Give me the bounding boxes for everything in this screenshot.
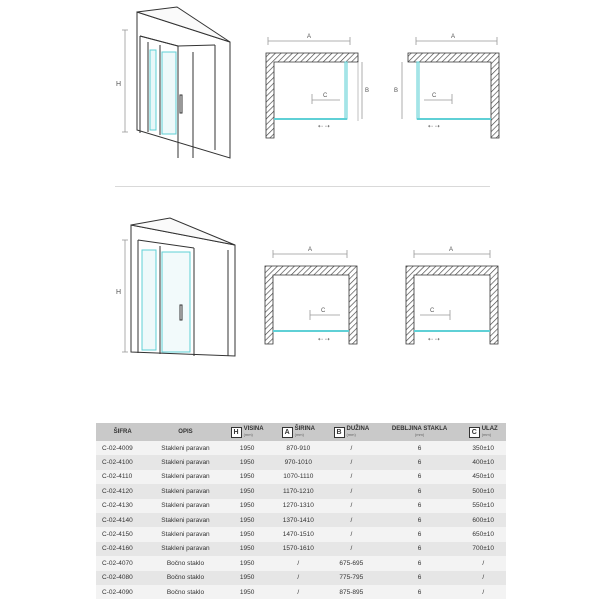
cell-depth: / (324, 470, 379, 484)
table-row (96, 455, 506, 469)
cell-glass: 6 (379, 499, 461, 513)
table-header-row (96, 423, 506, 441)
cell-entry: / (460, 571, 506, 585)
entry-label: C (430, 308, 435, 314)
cell-description: Stakleni paravan (149, 455, 221, 469)
cell-glass: 6 (379, 571, 461, 585)
cell-width: 1570-1610 (273, 542, 324, 556)
cell-code: C-02-4130 (96, 499, 149, 513)
section-divider (115, 186, 490, 187)
cell-height: 1950 (222, 585, 273, 599)
cell-height: 1950 (222, 484, 273, 498)
cell-code: C-02-4120 (96, 484, 149, 498)
svg-text:⇠ ⇢: ⇠ ⇢ (318, 337, 330, 343)
table-row (96, 499, 506, 513)
table-row (96, 527, 506, 541)
cell-entry: 650±10 (460, 527, 506, 541)
header-description: OPIS (149, 423, 221, 441)
cell-code: C-02-4160 (96, 542, 149, 556)
cell-code: C-02-4070 (96, 556, 149, 570)
table-row (96, 542, 506, 556)
cell-height: 1950 (222, 542, 273, 556)
cell-glass: 6 (379, 585, 461, 599)
depth-label: B (394, 88, 399, 94)
cell-width: 870-910 (273, 441, 324, 455)
width-label: A (449, 247, 454, 253)
header-width: A ŠIRINA (mm) (273, 423, 324, 441)
cell-depth: 775-795 (324, 571, 379, 585)
cell-description: Bočno staklo (149, 556, 221, 570)
cell-description: Stakleni paravan (149, 542, 221, 556)
cell-depth: / (324, 527, 379, 541)
cell-glass: 6 (379, 455, 461, 469)
cell-height: 1950 (222, 441, 273, 455)
width-label: A (451, 34, 456, 40)
cell-depth: / (324, 441, 379, 455)
cell-code: C-02-4009 (96, 441, 149, 455)
cell-width: 1370-1410 (273, 513, 324, 527)
cell-glass: 6 (379, 542, 461, 556)
cell-glass: 6 (379, 513, 461, 527)
entry-label: C (321, 308, 326, 314)
depth-label: B (365, 88, 370, 94)
spec-table-body (96, 441, 506, 599)
height-label: H (116, 81, 122, 88)
svg-text:⇠ ⇢: ⇠ ⇢ (318, 124, 330, 130)
cell-glass: 6 (379, 470, 461, 484)
cell-depth: / (324, 455, 379, 469)
cell-height: 1950 (222, 455, 273, 469)
cell-code: C-02-4090 (96, 585, 149, 599)
height-dimension-1 (116, 30, 128, 132)
cell-glass: 6 (379, 556, 461, 570)
cell-depth: / (324, 513, 379, 527)
cell-description: Stakleni paravan (149, 513, 221, 527)
header-depth: B DUŽINA (mm) (324, 423, 379, 441)
table-row (96, 513, 506, 527)
cell-width: 1470-1510 (273, 527, 324, 541)
header-glass: DEBLJINA STAKLA (mm) (379, 423, 461, 441)
cell-height: 1950 (222, 513, 273, 527)
cell-code: C-02-4100 (96, 455, 149, 469)
cell-code: C-02-4150 (96, 527, 149, 541)
cell-glass: 6 (379, 484, 461, 498)
cell-height: 1950 (222, 527, 273, 541)
cell-width: 970-1010 (273, 455, 324, 469)
cell-height: 1950 (222, 571, 273, 585)
cell-width: / (273, 556, 324, 570)
cell-width: 1270-1310 (273, 499, 324, 513)
cell-description: Bočno staklo (149, 571, 221, 585)
cell-glass: 6 (379, 527, 461, 541)
cell-width: / (273, 571, 324, 585)
height-letter-box: H (231, 427, 242, 438)
enclosure-perspective-niche (131, 218, 235, 356)
table-row (96, 441, 506, 455)
plan-view-corner-right (394, 34, 499, 138)
cell-width: / (273, 585, 324, 599)
header-code: ŠIFRA (96, 423, 149, 441)
cell-entry: 600±10 (460, 513, 506, 527)
plan-view-niche-left (265, 247, 357, 344)
table-row (96, 470, 506, 484)
spec-table (96, 423, 506, 599)
cell-entry: 550±10 (460, 499, 506, 513)
svg-text:⇠ ⇢: ⇠ ⇢ (428, 124, 440, 130)
cell-depth: / (324, 499, 379, 513)
cell-description: Bočno staklo (149, 585, 221, 599)
cell-description: Stakleni paravan (149, 484, 221, 498)
height-dimension-2 (116, 240, 128, 352)
cell-code: C-02-4080 (96, 571, 149, 585)
header-entry: C ULAZ (mm) (460, 423, 506, 441)
cell-entry: 500±10 (460, 484, 506, 498)
cell-entry: / (460, 585, 506, 599)
cell-glass: 6 (379, 441, 461, 455)
enclosure-perspective-corner (137, 7, 230, 158)
plan-view-corner-left (266, 34, 369, 138)
cell-code: C-02-4110 (96, 470, 149, 484)
cell-width: 1170-1210 (273, 484, 324, 498)
cell-height: 1950 (222, 556, 273, 570)
cell-depth: / (324, 542, 379, 556)
height-label: H (116, 289, 122, 296)
cell-depth: 675-695 (324, 556, 379, 570)
cell-code: C-02-4140 (96, 513, 149, 527)
cell-entry: 350±10 (460, 441, 506, 455)
cell-entry: 400±10 (460, 455, 506, 469)
cell-description: Stakleni paravan (149, 527, 221, 541)
cell-height: 1950 (222, 499, 273, 513)
cell-depth: 875-895 (324, 585, 379, 599)
cell-description: Stakleni paravan (149, 441, 221, 455)
table-row (96, 484, 506, 498)
cell-entry: / (460, 556, 506, 570)
header-height: H VISINA (mm) (222, 423, 273, 441)
table-row (96, 556, 506, 570)
cell-description: Stakleni paravan (149, 470, 221, 484)
entry-label: C (432, 93, 437, 99)
table-row (96, 571, 506, 585)
width-letter-box: A (282, 427, 293, 438)
cell-entry: 450±10 (460, 470, 506, 484)
cell-height: 1950 (222, 470, 273, 484)
plan-view-niche-right (406, 247, 498, 344)
cell-description: Stakleni paravan (149, 499, 221, 513)
table-row (96, 585, 506, 599)
entry-letter-box: C (469, 427, 480, 438)
cell-depth: / (324, 484, 379, 498)
entry-label: C (323, 93, 328, 99)
svg-text:⇠ ⇢: ⇠ ⇢ (428, 337, 440, 343)
width-label: A (307, 34, 312, 40)
width-label: A (308, 247, 313, 253)
depth-letter-box: B (334, 427, 345, 438)
cell-width: 1070-1110 (273, 470, 324, 484)
cell-entry: 700±10 (460, 542, 506, 556)
